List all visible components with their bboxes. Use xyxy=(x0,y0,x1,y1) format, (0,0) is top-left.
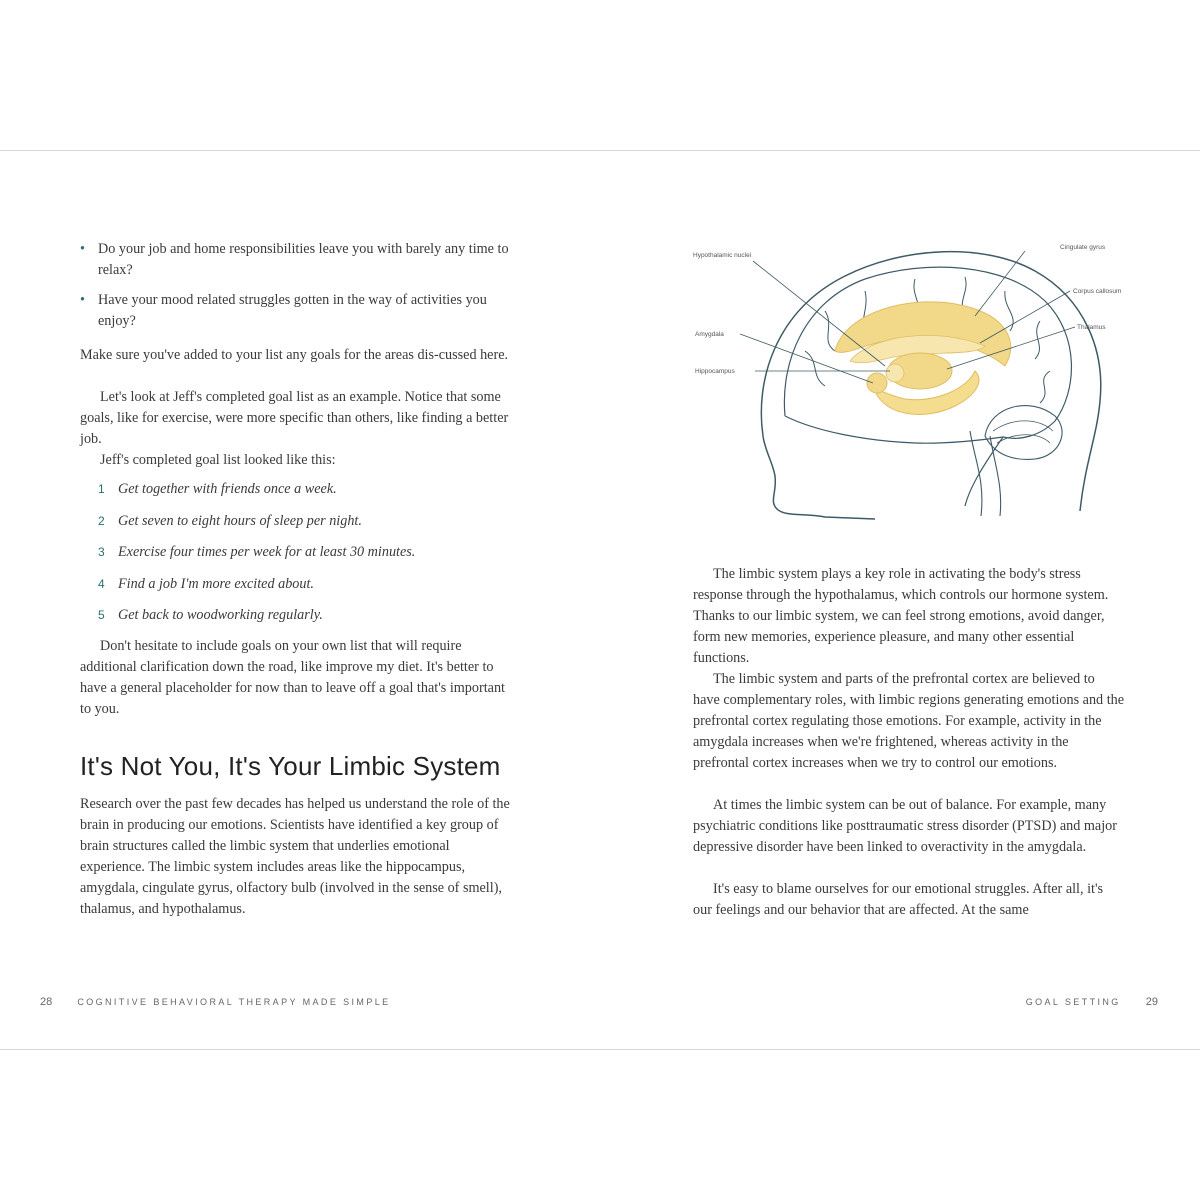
label-hypothalamic-nuclei: Hypothalamic nuclei xyxy=(693,252,752,259)
paragraph: It's easy to blame ourselves for our emotional struggles. After all, it's our feelings and our behavior that are affected. At the same xyxy=(693,881,1104,918)
book-spread xyxy=(0,150,1200,1050)
bullet-dot-icon: • xyxy=(80,292,85,308)
cerebellum xyxy=(985,406,1062,460)
page-footer xyxy=(1026,996,1158,1008)
running-head: COGNITIVE BEHAVIORAL THERAPY MADE SIMPLE xyxy=(77,997,391,1007)
page-footer xyxy=(40,996,391,1008)
page-number: 29 xyxy=(1145,996,1158,1008)
label-thalamus: Thalamus xyxy=(1077,324,1106,331)
right-page xyxy=(600,151,1200,1049)
label-hippocampus: Hippocampus xyxy=(695,368,735,375)
amygdala xyxy=(867,373,887,393)
goal-item: 4 Find a job I'm more excited about. xyxy=(98,575,314,592)
bullet-item: • Have your mood related struggles gotten in the way of activities you enjoy? xyxy=(80,292,487,329)
running-head: GOAL SETTING xyxy=(1025,997,1121,1007)
face-profile xyxy=(763,436,875,519)
goal-list xyxy=(98,479,498,637)
label-corpus-callosum: Corpus callosum xyxy=(1073,288,1122,295)
label-cingulate-gyrus: Cingulate gyrus xyxy=(1060,244,1106,251)
goal-item: 1 Get together with friends once a week. xyxy=(98,481,337,497)
paragraph: Make sure you've added to your list any goals for the areas dis-cussed here. xyxy=(80,347,509,363)
brain-diagram xyxy=(685,231,1145,521)
paragraph: Jeff's completed goal list looked like this: xyxy=(100,452,336,468)
paragraph: The limbic system and parts of the prefrontal cortex are believed to have complementary roles, with limbic regions generating emotions and the prefrontal cortex regulating those emotions. For example, activity in the amygdala increases when we're frightened, whereas activity in the prefrontal cortex increases when we try to control our emotions. xyxy=(693,671,1125,771)
left-page xyxy=(0,151,600,1049)
bullet-item: • Do your job and home responsibilities leave you with barely any time to relax? xyxy=(80,241,509,278)
goal-item: 5 Get back to woodworking regularly. xyxy=(98,607,323,623)
paragraph: Let's look at Jeff's completed goal list as an example. Notice that some goals, like for exercise, were more specific than others, like finding a better job. xyxy=(80,389,509,447)
bullet-list xyxy=(80,239,510,341)
label-amygdala: Amygdala xyxy=(695,331,724,338)
brainstem xyxy=(970,431,1001,516)
section-heading: It's Not You, It's Your Limbic System xyxy=(80,751,501,781)
paragraph: Don't hesitate to include goals on your own list that will require additional clarification down the road, like improve my diet. It's better to have a general placeholder for now than to leave off a goal that's important to you. xyxy=(80,638,505,717)
goal-item: 3 Exercise four times per week for at least 30 minutes. xyxy=(98,544,416,560)
paragraph: The limbic system plays a key role in activating the body's stress response through the hypothalamus, which controls our hormone system. Thanks to our limbic system, we can feel strong emotions, avoid danger, form new memories, experience pleasure, and many other essential functions. xyxy=(693,566,1109,666)
goal-item: 2 Get seven to eight hours of sleep per night. xyxy=(98,512,362,529)
bullet-dot-icon: • xyxy=(80,241,85,257)
page-number: 28 xyxy=(40,996,53,1008)
paragraph: At times the limbic system can be out of balance. For example, many psychiatric conditions like posttraumatic stress disorder (PTSD) and major depressive disorder have been linked to overactivity in the amygdala. xyxy=(693,797,1117,855)
paragraph: Research over the past few decades has helped us understand the role of the brain in producing our emotions. Scientists have identified a key group of brain structures called the limbic system that underlies emotional experience. The limbic system includes areas like the hippocampus, amygdala, cingulate gyrus, olfactory bulb (involved in the sense of smell), thalamus, and hypothalamus. xyxy=(80,796,510,917)
